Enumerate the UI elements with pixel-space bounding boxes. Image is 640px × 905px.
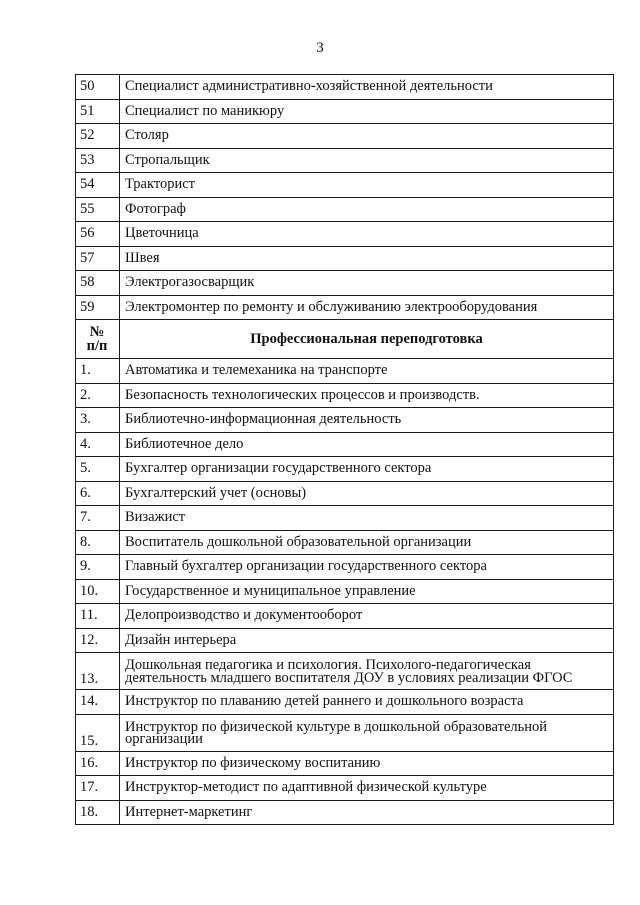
row-number: 3. <box>76 408 120 433</box>
header-number-abbrev: п/п <box>86 338 108 354</box>
row-title: Дизайн интерьера <box>120 628 614 653</box>
row-number: 6. <box>76 481 120 506</box>
table-row <box>76 776 614 801</box>
row-title: Фотограф <box>120 197 614 222</box>
table-row <box>76 653 614 690</box>
header-number-sign: № <box>89 324 105 340</box>
row-number: 18. <box>76 800 120 825</box>
table-row <box>76 295 614 320</box>
table-row <box>76 383 614 408</box>
table-row <box>76 222 614 247</box>
table-row <box>76 506 614 531</box>
row-number: 57 <box>76 246 120 271</box>
table-row <box>76 246 614 271</box>
section-title: Профессиональная переподготовка <box>120 320 614 359</box>
row-number: 10. <box>76 579 120 604</box>
row-title: Инструктор-методист по адаптивной физической культуре <box>120 776 614 801</box>
row-title: Бухгалтер организации государственного сектора <box>120 457 614 482</box>
professions-table <box>75 74 614 825</box>
row-title: Интернет-маркетинг <box>120 800 614 825</box>
row-number: 9. <box>76 555 120 580</box>
row-number: 17. <box>76 776 120 801</box>
row-number: 51 <box>76 99 120 124</box>
table-row <box>76 481 614 506</box>
row-title: Инструктор по плаванию детей раннего и дошкольного возраста <box>120 690 614 715</box>
row-number: 53 <box>76 148 120 173</box>
table-row <box>76 800 614 825</box>
row-number: 13. <box>76 653 120 690</box>
row-number: 15. <box>76 714 120 751</box>
table-row <box>76 628 614 653</box>
table-row <box>76 457 614 482</box>
row-title: Швея <box>120 246 614 271</box>
row-number: 12. <box>76 628 120 653</box>
table-row <box>76 714 614 751</box>
column-header-number <box>76 320 120 359</box>
row-title: Тракторист <box>120 173 614 198</box>
row-title: Дошкольная педагогика и психология. Психолого-педагогическая деятельность младшего воспитателя ДОУ в условиях реализации ФГОС <box>120 653 614 690</box>
row-title: Цветочница <box>120 222 614 247</box>
row-title: Делопроизводство и документооборот <box>120 604 614 629</box>
row-title: Автоматика и телемеханика на транспорте <box>120 359 614 384</box>
table-row <box>76 432 614 457</box>
table-row <box>76 148 614 173</box>
row-title: Специалист по маникюру <box>120 99 614 124</box>
row-title: Электрогазосварщик <box>120 271 614 296</box>
table-row <box>76 75 614 100</box>
professions-table-body <box>76 75 614 825</box>
row-number: 50 <box>76 75 120 100</box>
table-row <box>76 579 614 604</box>
table-row <box>76 271 614 296</box>
row-number: 54 <box>76 173 120 198</box>
table-row <box>76 604 614 629</box>
row-title: Библиотечное дело <box>120 432 614 457</box>
row-number: 5. <box>76 457 120 482</box>
table-row <box>76 408 614 433</box>
table-row <box>76 751 614 776</box>
row-title: Воспитатель дошкольной образовательной организации <box>120 530 614 555</box>
table-row <box>76 99 614 124</box>
row-title: Электромонтер по ремонту и обслуживанию электрооборудования <box>120 295 614 320</box>
row-title: Специалист административно-хозяйственной деятельности <box>120 75 614 100</box>
row-number: 4. <box>76 432 120 457</box>
row-number: 1. <box>76 359 120 384</box>
row-number: 16. <box>76 751 120 776</box>
row-title: Библиотечно-информационная деятельность <box>120 408 614 433</box>
table-row <box>76 197 614 222</box>
section-header-row <box>76 320 614 359</box>
row-title: Инструктор по физической культуре в дошкольной образовательной организации <box>120 714 614 751</box>
row-number: 11. <box>76 604 120 629</box>
table-row <box>76 173 614 198</box>
table-row <box>76 690 614 715</box>
table-row <box>76 359 614 384</box>
row-title: Визажист <box>120 506 614 531</box>
row-number: 59 <box>76 295 120 320</box>
row-number: 8. <box>76 530 120 555</box>
row-title: Инструктор по физическому воспитанию <box>120 751 614 776</box>
row-number: 55 <box>76 197 120 222</box>
row-title: Государственное и муниципальное управление <box>120 579 614 604</box>
table-row <box>76 530 614 555</box>
page-number: 3 <box>316 40 324 56</box>
row-number: 52 <box>76 124 120 149</box>
row-title: Безопасность технологических процессов и производств. <box>120 383 614 408</box>
row-number: 7. <box>76 506 120 531</box>
table-row <box>76 124 614 149</box>
table-row <box>76 555 614 580</box>
row-title: Столяр <box>120 124 614 149</box>
row-title: Стропальщик <box>120 148 614 173</box>
row-title: Главный бухгалтер организации государственного сектора <box>120 555 614 580</box>
row-number: 14. <box>76 690 120 715</box>
row-number: 56 <box>76 222 120 247</box>
row-number: 58 <box>76 271 120 296</box>
row-title: Бухгалтерский учет (основы) <box>120 481 614 506</box>
row-number: 2. <box>76 383 120 408</box>
